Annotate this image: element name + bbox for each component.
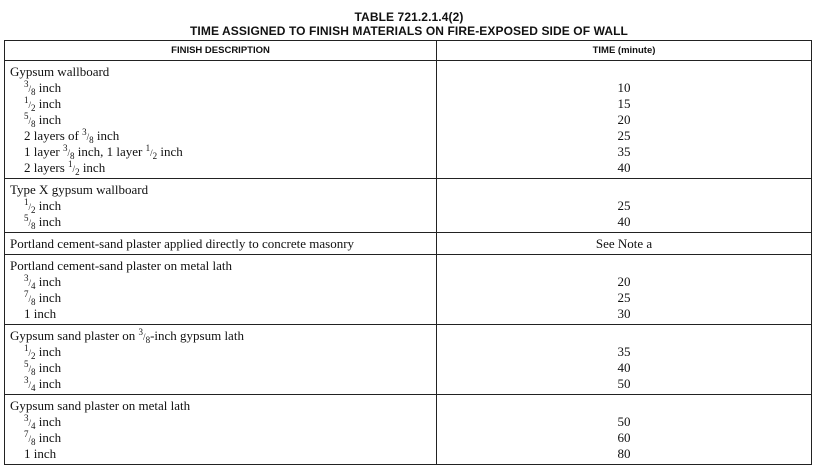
- time-value: 80: [617, 446, 631, 461]
- fraction: $^3/_8$: [82, 127, 94, 145]
- time-value: 10: [617, 80, 631, 95]
- finish-item: 1 layer $^3/_8$ inch, 1 layer $^1/_2$ inch: [24, 143, 183, 161]
- finish-item: 2 layers of $^3/_8$ inch: [24, 127, 120, 145]
- time-value: 25: [617, 128, 631, 143]
- time-cell: [437, 233, 812, 255]
- time-cell: [437, 255, 812, 325]
- finish-description-cell: [5, 395, 437, 465]
- group-heading: Gypsum wallboard: [10, 64, 110, 79]
- finish-item: $^1/_2$ inch: [24, 197, 62, 215]
- table-row: [5, 325, 812, 395]
- group-heading-time: [437, 182, 811, 198]
- fraction: $^3/_8$: [62, 143, 75, 161]
- header-row: [5, 41, 812, 61]
- group-heading-time: [437, 398, 811, 414]
- table-number: TABLE 721.2.1.4(2): [354, 10, 464, 24]
- header-finish-description: FINISH DESCRIPTION: [5, 41, 437, 61]
- fraction: $^1/_2$: [145, 143, 158, 161]
- time-value: 40: [617, 360, 631, 375]
- fraction: $^3/_8$: [24, 79, 36, 97]
- time-value: 30: [617, 306, 631, 321]
- finish-description-cell: [5, 61, 437, 179]
- time-value: 60: [617, 430, 631, 445]
- finish-item: 1 inch: [24, 446, 57, 461]
- time-cell: [437, 395, 812, 465]
- time-cell: [437, 179, 812, 233]
- time-value: 20: [617, 112, 631, 127]
- finish-item: $^1/_2$ inch: [24, 95, 62, 113]
- fraction: $^1/_2$: [24, 197, 36, 215]
- fraction: $^1/_2$: [68, 159, 80, 177]
- fraction: $^3/_4$: [24, 273, 36, 291]
- time-value: 50: [617, 376, 631, 391]
- finish-item: $^3/_4$ inch: [24, 273, 62, 291]
- group-heading: Portland cement-sand plaster applied directly to concrete masonry: [10, 236, 355, 251]
- finish-item: $^7/_8$ inch: [24, 429, 62, 447]
- header-time-minute: TIME (minute): [437, 41, 812, 61]
- time-value: 50: [617, 414, 631, 429]
- group-heading-time: [437, 328, 811, 344]
- finish-item: $^1/_2$ inch: [24, 343, 62, 361]
- fraction: $^1/_2$: [24, 95, 36, 113]
- table-title: TIME ASSIGNED TO FINISH MATERIALS ON FIRE-EXPOSED SIDE OF WALL: [189, 24, 628, 38]
- finish-description-cell: [5, 233, 437, 255]
- time-cell: [437, 325, 812, 395]
- time-cell: [437, 61, 812, 179]
- table-row: [5, 233, 812, 255]
- time-value: 40: [617, 160, 631, 175]
- group-heading-time: [437, 64, 811, 80]
- finish-description-cell: [5, 325, 437, 395]
- time-value: 25: [617, 198, 631, 213]
- time-value: 20: [617, 274, 631, 289]
- fraction: $^3/_4$: [24, 413, 36, 431]
- finish-item: $^5/_8$ inch: [24, 111, 62, 129]
- time-value: 25: [617, 290, 631, 305]
- fraction: $^5/_8$: [24, 359, 36, 377]
- fraction: $^5/_8$: [24, 111, 36, 129]
- table-row: [5, 255, 812, 325]
- finish-description-cell: [5, 179, 437, 233]
- finish-item: 2 layers $^1/_2$ inch: [24, 159, 106, 177]
- finish-item: $^3/_4$ inch: [24, 413, 62, 431]
- finish-item: $^5/_8$ inch: [24, 213, 62, 231]
- time-value: 35: [617, 344, 631, 359]
- table-body: [5, 61, 812, 465]
- finish-item: $^7/_8$ inch: [24, 289, 62, 307]
- time-value: 15: [617, 96, 631, 111]
- fraction: $^7/_8$: [24, 429, 36, 447]
- fraction: $^3/_8$: [138, 327, 151, 345]
- table-row: [5, 395, 812, 465]
- finish-description-cell: [5, 255, 437, 325]
- finish-item: 1 inch: [24, 306, 57, 321]
- table-row: [5, 179, 812, 233]
- table-row: [5, 61, 812, 179]
- fraction: $^1/_2$: [24, 343, 36, 361]
- fraction: $^7/_8$: [24, 289, 36, 307]
- fraction: $^3/_4$: [24, 375, 36, 393]
- group-heading-time: See Note a: [595, 236, 653, 251]
- time-value: 35: [617, 144, 631, 159]
- group-heading-time: [437, 258, 811, 274]
- group-heading: Gypsum sand plaster on $^3/_8$-inch gypsum lath: [10, 327, 244, 345]
- time-value: 40: [617, 214, 631, 229]
- fraction: $^5/_8$: [24, 213, 36, 231]
- group-heading: Gypsum sand plaster on metal lath: [10, 398, 191, 413]
- finish-time-table: [4, 40, 812, 465]
- finish-item: $^5/_8$ inch: [24, 359, 62, 377]
- finish-item: $^3/_8$ inch: [24, 79, 62, 97]
- group-heading: Portland cement-sand plaster on metal lath: [10, 258, 233, 273]
- finish-item: $^3/_4$ inch: [24, 375, 62, 393]
- group-heading: Type X gypsum wallboard: [10, 182, 149, 197]
